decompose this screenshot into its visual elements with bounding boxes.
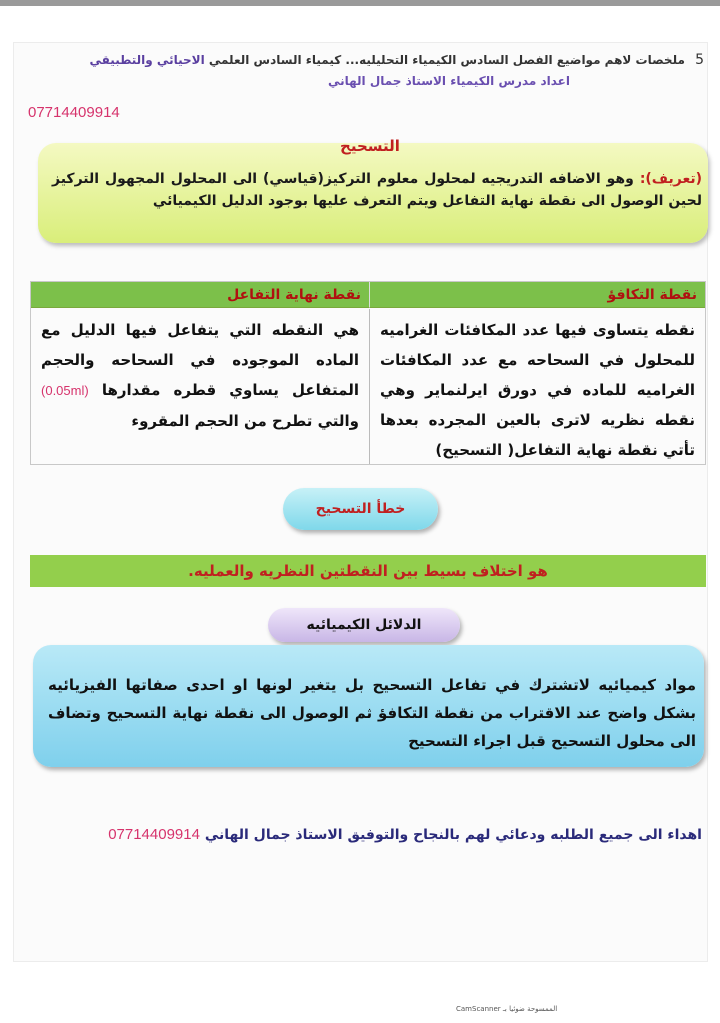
top-border [0,0,720,6]
comparison-table [30,281,706,465]
table-header-end-point: نقطة نهاية التفاعل [31,282,369,308]
table-cell-end-point [31,309,369,464]
end-point-volume: (0.05ml) [41,383,89,398]
definition-title: التسحيح [340,137,400,155]
definition-label: (تعريف): [639,171,703,187]
table-header-equivalence-point: نقطة التكافؤ [369,282,705,308]
titration-error-title: خطأ التسحيح [283,488,438,530]
definition-body: وهو الاضافه التدريجيه لمحلول معلوم التركيز(قياسي) الى المحلول المجهول التركيز لحين الوصول الى نقطة نهاية التفاعل ويتم التعرف عليها بوجود الدليل الكيميائي [52,171,702,209]
table-cell-equivalence-point: نقطه يتساوى فيها عدد المكافئات الغراميه للمحلول في السحاحه مع عدد المكافئات الغراميه للماده في دورق ايرلنماير وهي نقطه نظريه لاترى بالعين المجرده بعدها تأتي نقطة نهاية التفاعل( التسحيح) [369,309,705,464]
author-line: اعداد مدرس الكيمياء الاستاذ جمال الهاني [327,74,570,88]
end-point-text-a: هي النقطه التي يتفاعل فيها الدليل مع الماده الموجوده في السحاحه والحجم المتفاعل يساوي قطره مقدارها [41,321,359,399]
footer-phone: 07714409914 [108,826,200,843]
indicators-title: الدلائل الكيميائيه [268,608,460,642]
titration-error-text: هو اختلاف بسيط بين النقطتين النظريه والعمليه. [30,555,706,587]
page-number: 5 [695,52,704,68]
scanner-watermark: الممسوحة ضوئيا بـ CamScanner [456,1005,558,1013]
end-point-text-b: والتي تطرح من الحجم المقروء [131,412,359,430]
header-main-text: ملخصات لاهم مواضيع الفصل السادس الكيمياء التحليليه... كيمياء السادس العلمي [208,53,685,67]
definition-text [52,168,702,238]
header-line-1 [89,52,704,72]
dedication-footer [60,826,702,848]
header-highlight-text: الاحيائي والتطبيقي [89,53,205,67]
dedication-text: اهداء الى جميع الطلبه ودعائي لهم بالنجاح والتوفيق الاستاذ جمال الهاني [204,827,702,843]
header-phone: 07714409914 [28,104,120,121]
indicators-text: مواد كيميائيه لاتشترك في تفاعل التسحيح بل يتغير لونها او احدى صفاتها الفيزيائيه بشكل واضح عند الاقتراب من نقطة التكافؤ ثم الوصول الى نقطة نهاية التسحيح وتضاف الى محلول التسحيح قبل اجراء التسحيح [48,676,696,750]
